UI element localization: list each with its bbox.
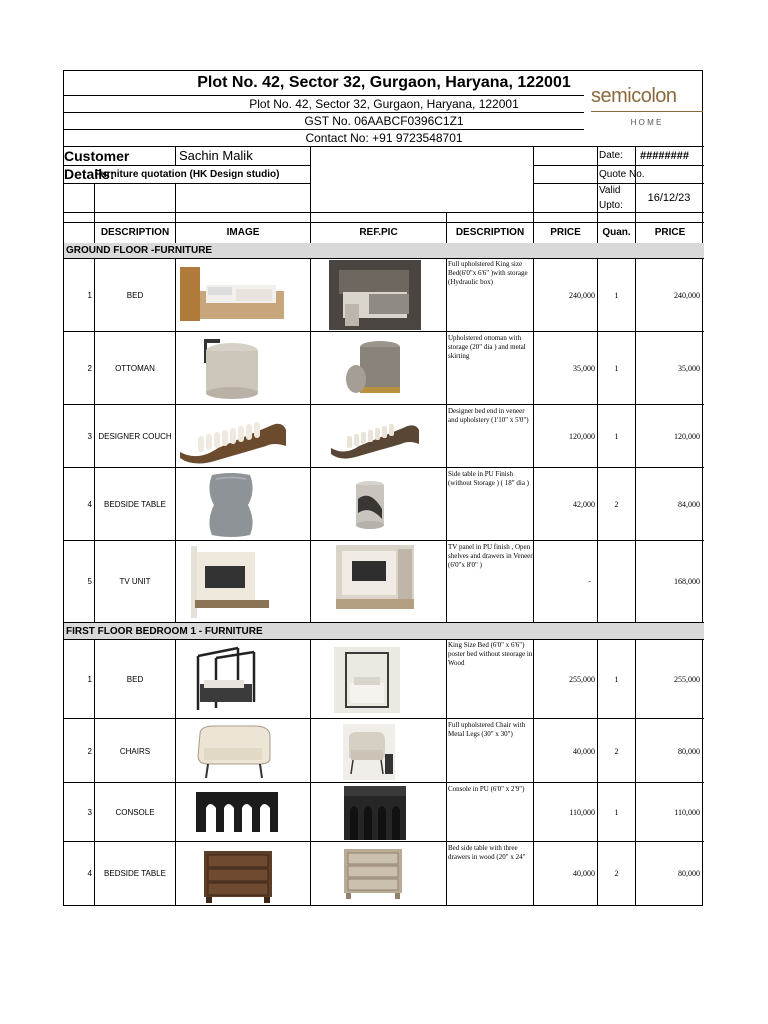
customer-label: Customer Details: (64, 148, 130, 182)
item-total: 80,000 (678, 747, 700, 756)
row-number: 4 (87, 869, 92, 878)
brand-logo (591, 83, 703, 133)
item-unit-price: 120,000 (569, 432, 595, 441)
item-detail: King Size Bed (6'0" x 6'6") poster bed without steorage in Wood (448, 641, 533, 667)
chair-ref-photo-icon (343, 724, 395, 780)
column-header-ref-pic: REF.PIC (359, 227, 398, 238)
item-name: OTTOMAN (115, 364, 155, 373)
table-row (64, 469, 704, 541)
item-total: 255,000 (674, 675, 700, 684)
item-quantity: 2 (614, 747, 619, 756)
item-detail: Full upholstered Chair with Metal Legs (30" x 30") (448, 721, 526, 738)
table-row (64, 640, 704, 719)
item-total: 120,000 (674, 432, 700, 441)
logo-underline (591, 111, 703, 112)
item-quantity: 1 (614, 364, 619, 373)
table-row (64, 406, 704, 468)
item-total: 168,000 (674, 577, 700, 586)
item-name: BED (126, 291, 144, 300)
poster-bed-ref-photo-icon (334, 647, 400, 713)
quote-no-label: Quote No. (599, 169, 645, 180)
tv-unit-ref-photo-icon (336, 545, 414, 609)
poster-bed-image-icon (194, 646, 258, 712)
tv-unit-image-icon (191, 544, 273, 620)
side-table-image-icon (204, 471, 258, 539)
item-quantity (598, 542, 635, 622)
column-header-quantity: Quan. (602, 227, 631, 238)
section-header-ground-floor: GROUND FLOOR -FURNITURE (64, 243, 704, 259)
valid-label-2: Upto: (599, 200, 623, 211)
bed-image-icon (176, 265, 288, 323)
table-row (64, 843, 704, 905)
brand-logo-wordmark: semicolon (591, 85, 677, 107)
column-header-image: IMAGE (226, 227, 260, 238)
item-quantity: 2 (614, 500, 619, 509)
header-gst: GST No. 06AABCF0396C1Z1 (304, 114, 464, 128)
item-quantity: 1 (614, 291, 619, 300)
item-name: BEDSIDE TABLE (104, 869, 166, 878)
header-title: Plot No. 42, Sector 32, Gurgaon, Haryana, 122001 (197, 74, 571, 91)
item-detail: Upholstered ottoman with storage (20" dia ) and metal skirting (448, 334, 526, 360)
chair-image-icon (194, 724, 274, 780)
item-detail: Side table in PU Finish (without Storage ) ( 18" dia ) (448, 470, 530, 487)
drawer-table-ref-photo-icon (342, 847, 404, 899)
table-row (64, 542, 704, 622)
item-total: 80,000 (678, 869, 700, 878)
date-label: Date: (599, 150, 623, 161)
item-unit-price: - (588, 577, 591, 586)
item-unit-price: 110,000 (569, 808, 595, 817)
item-name: BED (126, 675, 144, 684)
row-number: 2 (87, 364, 92, 373)
row-number: 2 (87, 747, 92, 756)
ottoman-image-icon (202, 335, 260, 401)
column-header-price: PRICE (550, 227, 581, 238)
table-row (64, 784, 704, 842)
header-address: Plot No. 42, Sector 32, Gurgaon, Haryana, 122001 (249, 97, 519, 111)
item-quantity: 2 (614, 869, 619, 878)
row-number: 3 (87, 432, 92, 441)
column-header-description-2: DESCRIPTION (455, 227, 525, 238)
item-name: BEDSIDE TABLE (104, 500, 166, 509)
row-number: 5 (87, 577, 92, 586)
item-total: 110,000 (674, 808, 700, 817)
item-total: 240,000 (674, 291, 700, 300)
item-name: CONSOLE (115, 808, 155, 817)
date-value: ######## (640, 150, 689, 162)
item-unit-price: 240,000 (569, 291, 595, 300)
item-unit-price: 35,000 (573, 364, 595, 373)
quotation-sheet (63, 70, 703, 906)
item-name: CHAIRS (119, 747, 151, 756)
row-number: 1 (87, 675, 92, 684)
header-contact: Contact No: +91 9723548701 (305, 131, 463, 145)
item-quantity: 1 (614, 432, 619, 441)
item-total: 35,000 (678, 364, 700, 373)
item-detail: Designer bed end in veneer and upholstery (1'10" x 5'0") (448, 407, 529, 424)
item-quantity: 1 (614, 808, 619, 817)
item-detail: Bed side table with three drawers in wood (20" x 24" (448, 844, 526, 861)
table-row (64, 259, 704, 332)
bed-ref-photo-icon (329, 260, 421, 330)
column-header-description: DESCRIPTION (100, 227, 170, 238)
brand-tagline: H O M E (630, 118, 662, 127)
column-header-total-price: PRICE (654, 227, 686, 238)
item-quantity: 1 (614, 675, 619, 684)
console-ref-photo-icon (344, 786, 406, 840)
item-unit-price: 40,000 (573, 869, 595, 878)
item-detail: Full upholstered King size Bed(6'0"x 6'6" )with storage (Hydraulic box) (448, 260, 528, 286)
ottoman-ref-photo-icon (344, 339, 406, 399)
item-detail: TV panel in PU finish , Open shelves and drawers in Veneer (6'0"x 8'0" ) (448, 543, 533, 569)
item-name: TV UNIT (119, 577, 151, 586)
console-image-icon (194, 790, 280, 834)
drawer-table-image-icon (202, 847, 274, 903)
side-table-ref-photo-icon (354, 479, 386, 531)
couch-image-icon (178, 412, 288, 464)
couch-ref-photo-icon (329, 414, 421, 460)
row-number: 1 (87, 291, 92, 300)
valid-value: 16/12/23 (647, 192, 691, 204)
section-header-first-floor: FIRST FLOOR BEDROOM 1 - FURNITURE (64, 622, 704, 640)
item-unit-price: 255,000 (569, 675, 595, 684)
quotation-title: Furniture quotation (HK Design studio) (94, 169, 280, 180)
item-unit-price: 42,000 (573, 500, 595, 509)
item-total: 84,000 (678, 500, 700, 509)
customer-name: Sachin Malik (179, 148, 253, 163)
table-row (64, 720, 704, 783)
item-unit-price: 40,000 (573, 747, 595, 756)
item-name: DESIGNER COUCH (98, 432, 172, 441)
valid-label-1: Valid (599, 185, 621, 196)
row-number: 3 (87, 808, 92, 817)
table-row (64, 333, 704, 405)
row-number: 4 (87, 500, 92, 509)
item-detail: Console in PU (6'0" x 2'9") (448, 785, 525, 793)
